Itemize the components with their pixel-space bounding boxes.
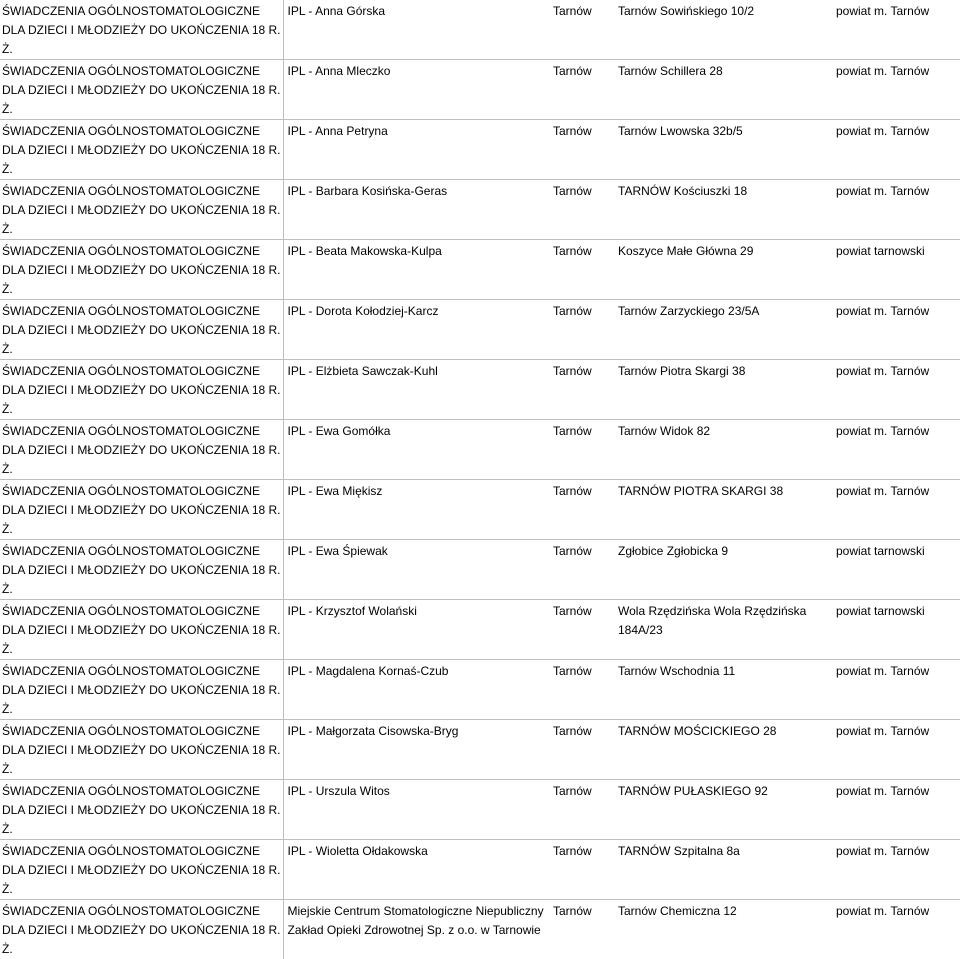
cell-provider: IPL - Magdalena Kornaś-Czub xyxy=(283,660,550,720)
cell-county: powiat m. Tarnów xyxy=(832,420,960,480)
cell-category: ŚWIADCZENIA OGÓLNOSTOMATOLOGICZNE DLA DZIECI I MŁODZIEŻY DO UKOŃCZENIA 18 R. Ż. xyxy=(0,600,283,660)
cell-city: Tarnów xyxy=(550,540,614,600)
table-row xyxy=(0,120,960,180)
cell-provider: Miejskie Centrum Stomatologiczne Niepubliczny Zakład Opieki Zdrowotnej Sp. z o.o. w Tarnowie xyxy=(283,900,550,959)
cell-county: powiat m. Tarnów xyxy=(832,180,960,240)
cell-category: ŚWIADCZENIA OGÓLNOSTOMATOLOGICZNE DLA DZIECI I MŁODZIEŻY DO UKOŃCZENIA 18 R. Ż. xyxy=(0,720,283,780)
cell-provider: IPL - Beata Makowska-Kulpa xyxy=(283,240,550,300)
cell-county: powiat m. Tarnów xyxy=(832,0,960,60)
cell-city: Tarnów xyxy=(550,240,614,300)
cell-address: Tarnów Zarzyckiego 23/5A xyxy=(614,300,832,360)
cell-county: powiat m. Tarnów xyxy=(832,660,960,720)
table-row xyxy=(0,300,960,360)
cell-address: Tarnów Piotra Skargi 38 xyxy=(614,360,832,420)
table-row xyxy=(0,420,960,480)
cell-city: Tarnów xyxy=(550,600,614,660)
cell-category: ŚWIADCZENIA OGÓLNOSTOMATOLOGICZNE DLA DZIECI I MŁODZIEŻY DO UKOŃCZENIA 18 R. Ż. xyxy=(0,840,283,900)
cell-city: Tarnów xyxy=(550,0,614,60)
table-row xyxy=(0,720,960,780)
table-row xyxy=(0,240,960,300)
table-row xyxy=(0,900,960,959)
cell-city: Tarnów xyxy=(550,480,614,540)
cell-city: Tarnów xyxy=(550,300,614,360)
cell-provider: IPL - Anna Mleczko xyxy=(283,60,550,120)
table-row xyxy=(0,540,960,600)
cell-city: Tarnów xyxy=(550,660,614,720)
cell-address: Tarnów Wschodnia 11 xyxy=(614,660,832,720)
cell-category: ŚWIADCZENIA OGÓLNOSTOMATOLOGICZNE DLA DZIECI I MŁODZIEŻY DO UKOŃCZENIA 18 R. Ż. xyxy=(0,480,283,540)
table-row xyxy=(0,480,960,540)
cell-address: Zgłobice Zgłobicka 9 xyxy=(614,540,832,600)
cell-city: Tarnów xyxy=(550,360,614,420)
cell-address: Tarnów Schillera 28 xyxy=(614,60,832,120)
table-row xyxy=(0,60,960,120)
cell-county: powiat m. Tarnów xyxy=(832,780,960,840)
cell-county: powiat m. Tarnów xyxy=(832,300,960,360)
cell-county: powiat m. Tarnów xyxy=(832,120,960,180)
cell-county: powiat m. Tarnów xyxy=(832,360,960,420)
cell-provider: IPL - Ewa Miękisz xyxy=(283,480,550,540)
cell-provider: IPL - Ewa Śpiewak xyxy=(283,540,550,600)
cell-address: TARNÓW Szpitalna 8a xyxy=(614,840,832,900)
cell-provider: IPL - Dorota Kołodziej-Karcz xyxy=(283,300,550,360)
cell-provider: IPL - Krzysztof Wolański xyxy=(283,600,550,660)
cell-address: TARNÓW MOŚCICKIEGO 28 xyxy=(614,720,832,780)
cell-city: Tarnów xyxy=(550,180,614,240)
cell-address: TARNÓW PIOTRA SKARGI 38 xyxy=(614,480,832,540)
cell-provider: IPL - Anna Górska xyxy=(283,0,550,60)
cell-provider: IPL - Urszula Witos xyxy=(283,780,550,840)
cell-county: powiat tarnowski xyxy=(832,540,960,600)
cell-address: TARNÓW PUŁASKIEGO 92 xyxy=(614,780,832,840)
cell-county: powiat m. Tarnów xyxy=(832,480,960,540)
cell-county: powiat tarnowski xyxy=(832,240,960,300)
cell-city: Tarnów xyxy=(550,780,614,840)
table-row xyxy=(0,0,960,60)
cell-category: ŚWIADCZENIA OGÓLNOSTOMATOLOGICZNE DLA DZIECI I MŁODZIEŻY DO UKOŃCZENIA 18 R. Ż. xyxy=(0,180,283,240)
cell-city: Tarnów xyxy=(550,120,614,180)
cell-category: ŚWIADCZENIA OGÓLNOSTOMATOLOGICZNE DLA DZIECI I MŁODZIEŻY DO UKOŃCZENIA 18 R. Ż. xyxy=(0,120,283,180)
cell-category: ŚWIADCZENIA OGÓLNOSTOMATOLOGICZNE DLA DZIECI I MŁODZIEŻY DO UKOŃCZENIA 18 R. Ż. xyxy=(0,240,283,300)
cell-address: Tarnów Widok 82 xyxy=(614,420,832,480)
cell-provider: IPL - Ewa Gomółka xyxy=(283,420,550,480)
cell-provider: IPL - Małgorzata Cisowska-Bryg xyxy=(283,720,550,780)
cell-address: Koszyce Małe Główna 29 xyxy=(614,240,832,300)
table-row xyxy=(0,180,960,240)
cell-category: ŚWIADCZENIA OGÓLNOSTOMATOLOGICZNE DLA DZIECI I MŁODZIEŻY DO UKOŃCZENIA 18 R. Ż. xyxy=(0,60,283,120)
cell-city: Tarnów xyxy=(550,900,614,959)
cell-address: Wola Rzędzińska Wola Rzędzińska 184A/23 xyxy=(614,600,832,660)
cell-provider: IPL - Wioletta Ołdakowska xyxy=(283,840,550,900)
cell-category: ŚWIADCZENIA OGÓLNOSTOMATOLOGICZNE DLA DZIECI I MŁODZIEŻY DO UKOŃCZENIA 18 R. Ż. xyxy=(0,300,283,360)
cell-category: ŚWIADCZENIA OGÓLNOSTOMATOLOGICZNE DLA DZIECI I MŁODZIEŻY DO UKOŃCZENIA 18 R. Ż. xyxy=(0,0,283,60)
cell-county: powiat m. Tarnów xyxy=(832,900,960,959)
cell-category: ŚWIADCZENIA OGÓLNOSTOMATOLOGICZNE DLA DZIECI I MŁODZIEŻY DO UKOŃCZENIA 18 R. Ż. xyxy=(0,420,283,480)
cell-city: Tarnów xyxy=(550,720,614,780)
cell-category: ŚWIADCZENIA OGÓLNOSTOMATOLOGICZNE DLA DZIECI I MŁODZIEŻY DO UKOŃCZENIA 18 R. Ż. xyxy=(0,540,283,600)
cell-city: Tarnów xyxy=(550,60,614,120)
table-row xyxy=(0,840,960,900)
cell-category: ŚWIADCZENIA OGÓLNOSTOMATOLOGICZNE DLA DZIECI I MŁODZIEŻY DO UKOŃCZENIA 18 R. Ż. xyxy=(0,900,283,959)
cell-address: Tarnów Sowińskiego 10/2 xyxy=(614,0,832,60)
table-row xyxy=(0,660,960,720)
cell-county: powiat tarnowski xyxy=(832,600,960,660)
cell-category: ŚWIADCZENIA OGÓLNOSTOMATOLOGICZNE DLA DZIECI I MŁODZIEŻY DO UKOŃCZENIA 18 R. Ż. xyxy=(0,360,283,420)
cell-address: Tarnów Lwowska 32b/5 xyxy=(614,120,832,180)
cell-provider: IPL - Elżbieta Sawczak-Kuhl xyxy=(283,360,550,420)
cell-provider: IPL - Anna Petryna xyxy=(283,120,550,180)
cell-address: TARNÓW Kościuszki 18 xyxy=(614,180,832,240)
cell-category: ŚWIADCZENIA OGÓLNOSTOMATOLOGICZNE DLA DZIECI I MŁODZIEŻY DO UKOŃCZENIA 18 R. Ż. xyxy=(0,780,283,840)
table-row xyxy=(0,780,960,840)
table-row xyxy=(0,600,960,660)
cell-category: ŚWIADCZENIA OGÓLNOSTOMATOLOGICZNE DLA DZIECI I MŁODZIEŻY DO UKOŃCZENIA 18 R. Ż. xyxy=(0,660,283,720)
cell-provider: IPL - Barbara Kosińska-Geras xyxy=(283,180,550,240)
cell-city: Tarnów xyxy=(550,420,614,480)
cell-county: powiat m. Tarnów xyxy=(832,720,960,780)
cell-address: Tarnów Chemiczna 12 xyxy=(614,900,832,959)
cell-county: powiat m. Tarnów xyxy=(832,840,960,900)
cell-county: powiat m. Tarnów xyxy=(832,60,960,120)
cell-city: Tarnów xyxy=(550,840,614,900)
table-row xyxy=(0,360,960,420)
